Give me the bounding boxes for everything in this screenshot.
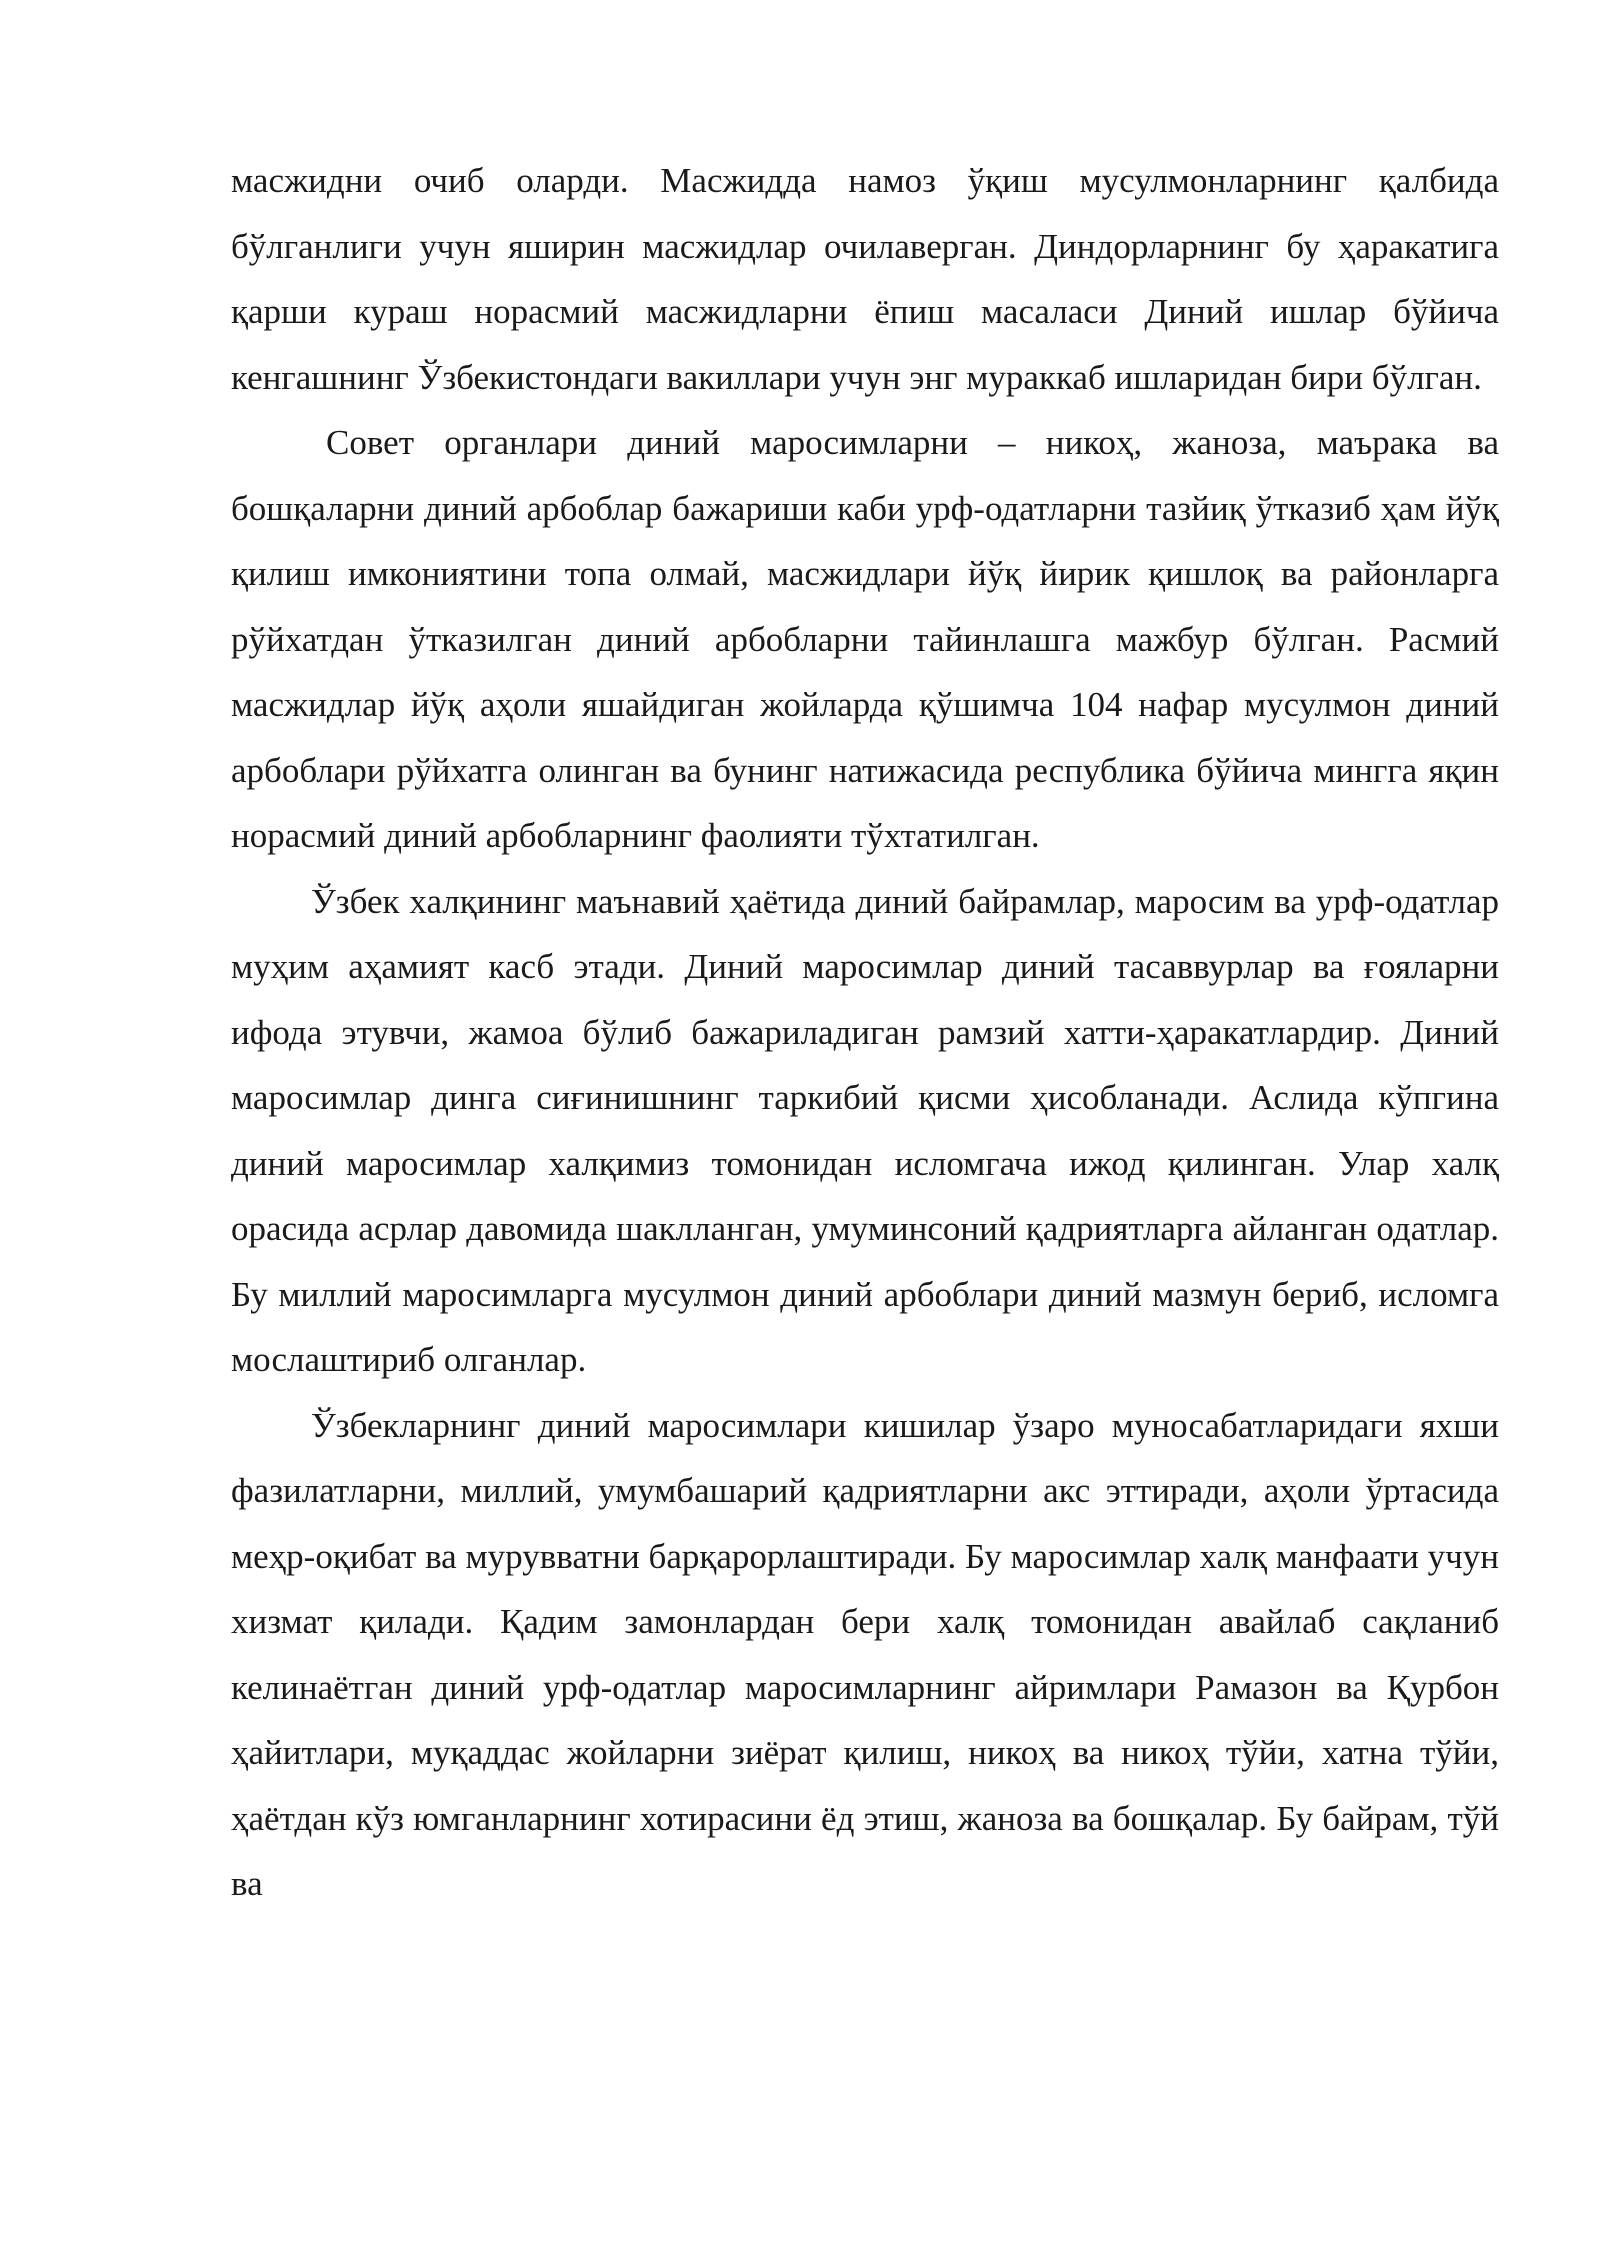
- paragraph-4: Ўзбекларнинг диний маросимлари кишилар ўзаро муносабатларидаги яхши фазилатларни, миллий, умумбашарий қадриятларни акс эттиради, аҳоли ўртасида меҳр-оқибат ва мурувватни барқарорлаштиради. Бу маросимлар халқ манфаати учун хизмат қилади. Қадим замонлардан бери халқ томонидан авайлаб сақланиб келинаётган диний урф-одатлар маросимларнинг айримлари Рамазон ва Қурбон ҳайитлари, муқаддас жойларни зиёрат қилиш, никоҳ ва никоҳ тўйи, хатна тўйи, ҳаётдан кўз юмганларнинг хотирасини ёд этиш, жаноза ва бошқалар. Бу байрам, тўй ва: [231, 1405, 1499, 1903]
- paragraph-3: Ўзбек халқининг маънавий ҳаётида диний байрамлар, маросим ва урф-одатлар муҳим аҳамият касб этади. Диний маросимлар диний тасаввурлар ва ғояларни ифода этувчи, жамоа бўлиб бажариладиган рамзий хатти-ҳаракатлардир. Диний маросимлар динга сиғинишнинг таркибий қисми ҳисобланади. Аслида кўпгина диний маросимлар халқимиз томонидан исломгача ижод қилинган. Улар халқ орасида асрлар давомида шаклланган, умуминсоний қадриятларга айланган одатлар. Бу миллий маросимларга мусулмон диний арбоблари диний мазмун бериб, исломга мослаштириб олганлар.: [231, 881, 1499, 1379]
- body-text: [231, 148, 1499, 1917]
- paragraph-1: масжидни очиб оларди. Масжидда намоз ўқиш мусулмонларнинг қалбида бўлганлиги учун яширин масжидлар очилаверган. Диндорларнинг бу ҳаракатига қарши кураш норасмий масжидларни ёпиш масаласи Диний ишлар бўйича кенгашнинг Ўзбекистондаги вакиллари учун энг мураккаб ишларидан бири бўлган.: [231, 161, 1499, 397]
- paragraph-2: Совет органлари диний маросимларни – никоҳ, жаноза, маърака ва бошқаларни диний арбоблар бажариши каби урф-одатларни тазйиқ ўтказиб ҳам йўқ қилиш имкониятини топа олмай, масжидлари йўқ йирик қишлоқ ва районларга рўйхатдан ўтказилган диний арбобларни тайинлашга мажбур бўлган. Расмий масжидлар йўқ аҳоли яшайдиган жойларда қўшимча 104 нафар мусулмон диний арбоблари рўйхатга олинган ва бунинг натижасида республика бўйича мингга яқин норасмий диний арбобларнинг фаолияти тўхтатилган.: [231, 423, 1499, 855]
